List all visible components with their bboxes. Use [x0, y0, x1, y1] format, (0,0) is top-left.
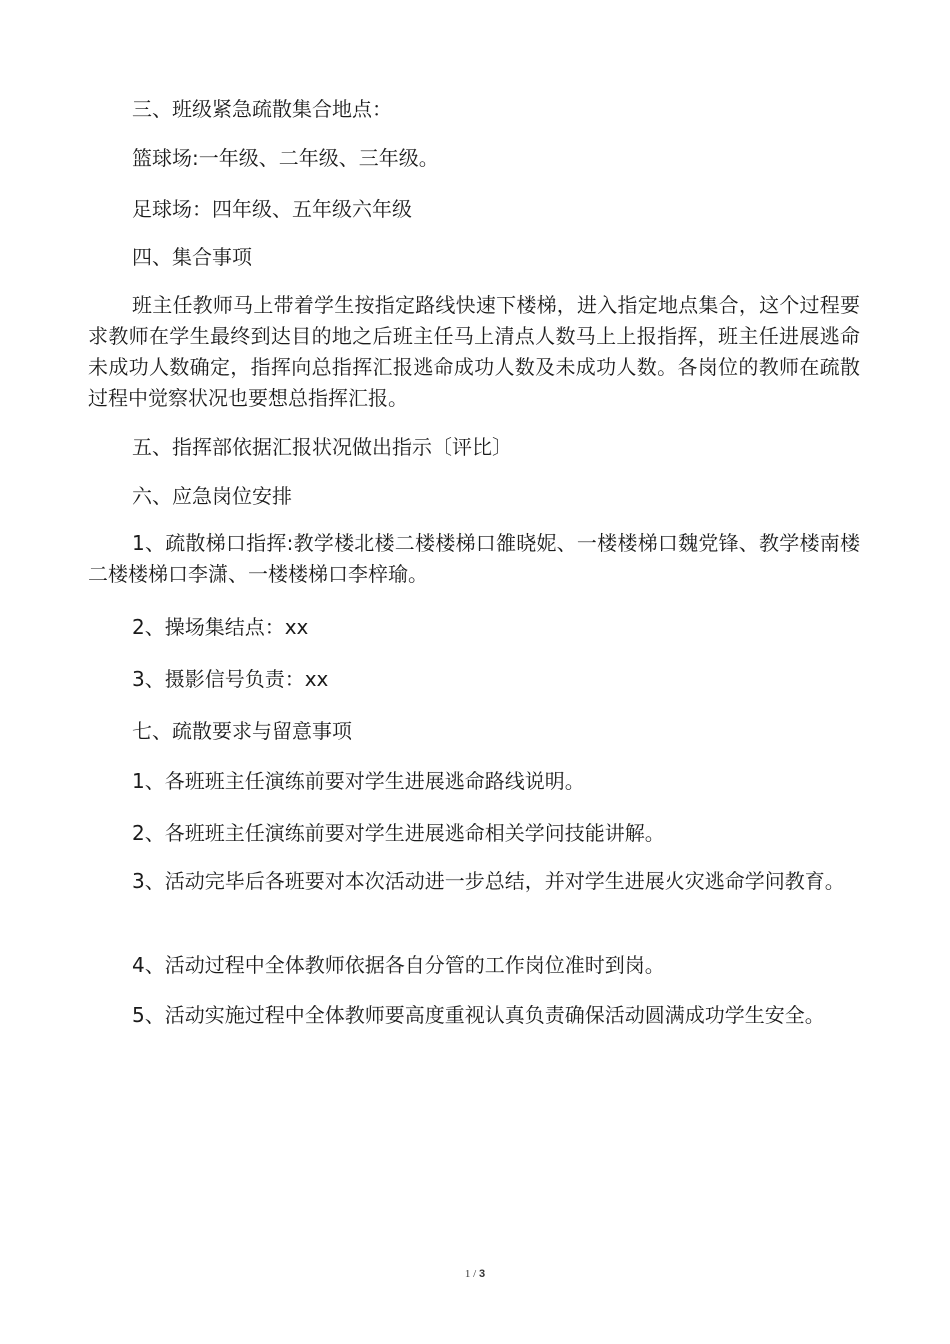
football-field-line: 足球场：四年级、五年级六年级: [132, 197, 412, 221]
requirement-item-1: 1、各班班主任演练前要对学生进展逃命路线说明。: [132, 769, 585, 793]
page-number: [0, 1268, 950, 1280]
stairway-command-item: 1、疏散梯口指挥:教学楼北楼二楼楼梯口雒晓妮、一楼楼梯口魏党锋、教学楼南楼二楼楼梯口李潇、一楼楼梯口李梓瑜。: [88, 531, 860, 586]
assembly-paragraph: 班主任教师马上带着学生按指定路线快速下楼梯，进入指定地点集合，这个过程要求教师在学生最终到达目的地之后班主任马上清点人数马上上报指挥，班主任进展逃命未成功人数确定，指挥向总指挥汇报逃命成功人数及未成功人数。各岗位的教师在疏散过程中觉察状况也要想总指挥汇报。: [88, 293, 860, 410]
requirement-item-2: 2、各班班主任演练前要对学生进展逃命相关学问技能讲解。: [132, 821, 665, 845]
requirement-item-5: 5、活动实施过程中全体教师要高度重视认真负责确保活动圆满成功学生安全。: [132, 1003, 825, 1027]
playground-assembly-item: 2、操场集结点：xx: [132, 615, 309, 639]
requirement-item-4: 4、活动过程中全体教师依据各自分管的工作岗位准时到岗。: [132, 953, 665, 977]
section-4-heading: 四、集合事项: [132, 245, 252, 269]
section-5-heading: 五、指挥部依据汇报状况做出指示〔评比〕: [132, 435, 512, 459]
section-3-heading: 三、班级紧急疏散集合地点：: [132, 97, 392, 121]
section-7-heading: 七、疏散要求与留意事项: [132, 719, 352, 743]
basketball-court-line: 篮球场:一年级、二年级、三年级。: [132, 146, 439, 170]
page-total: 3: [478, 1268, 486, 1280]
section-6-heading: 六、应急岗位安排: [132, 484, 292, 508]
requirement-item-3: 3、活动完毕后各班要对本次活动进一步总结，并对学生进展火灾逃命学问教育。: [132, 869, 845, 893]
photography-signal-item: 3、摄影信号负责：xx: [132, 667, 329, 691]
page-current: 1: [464, 1268, 471, 1280]
page-separator: /: [473, 1268, 477, 1280]
